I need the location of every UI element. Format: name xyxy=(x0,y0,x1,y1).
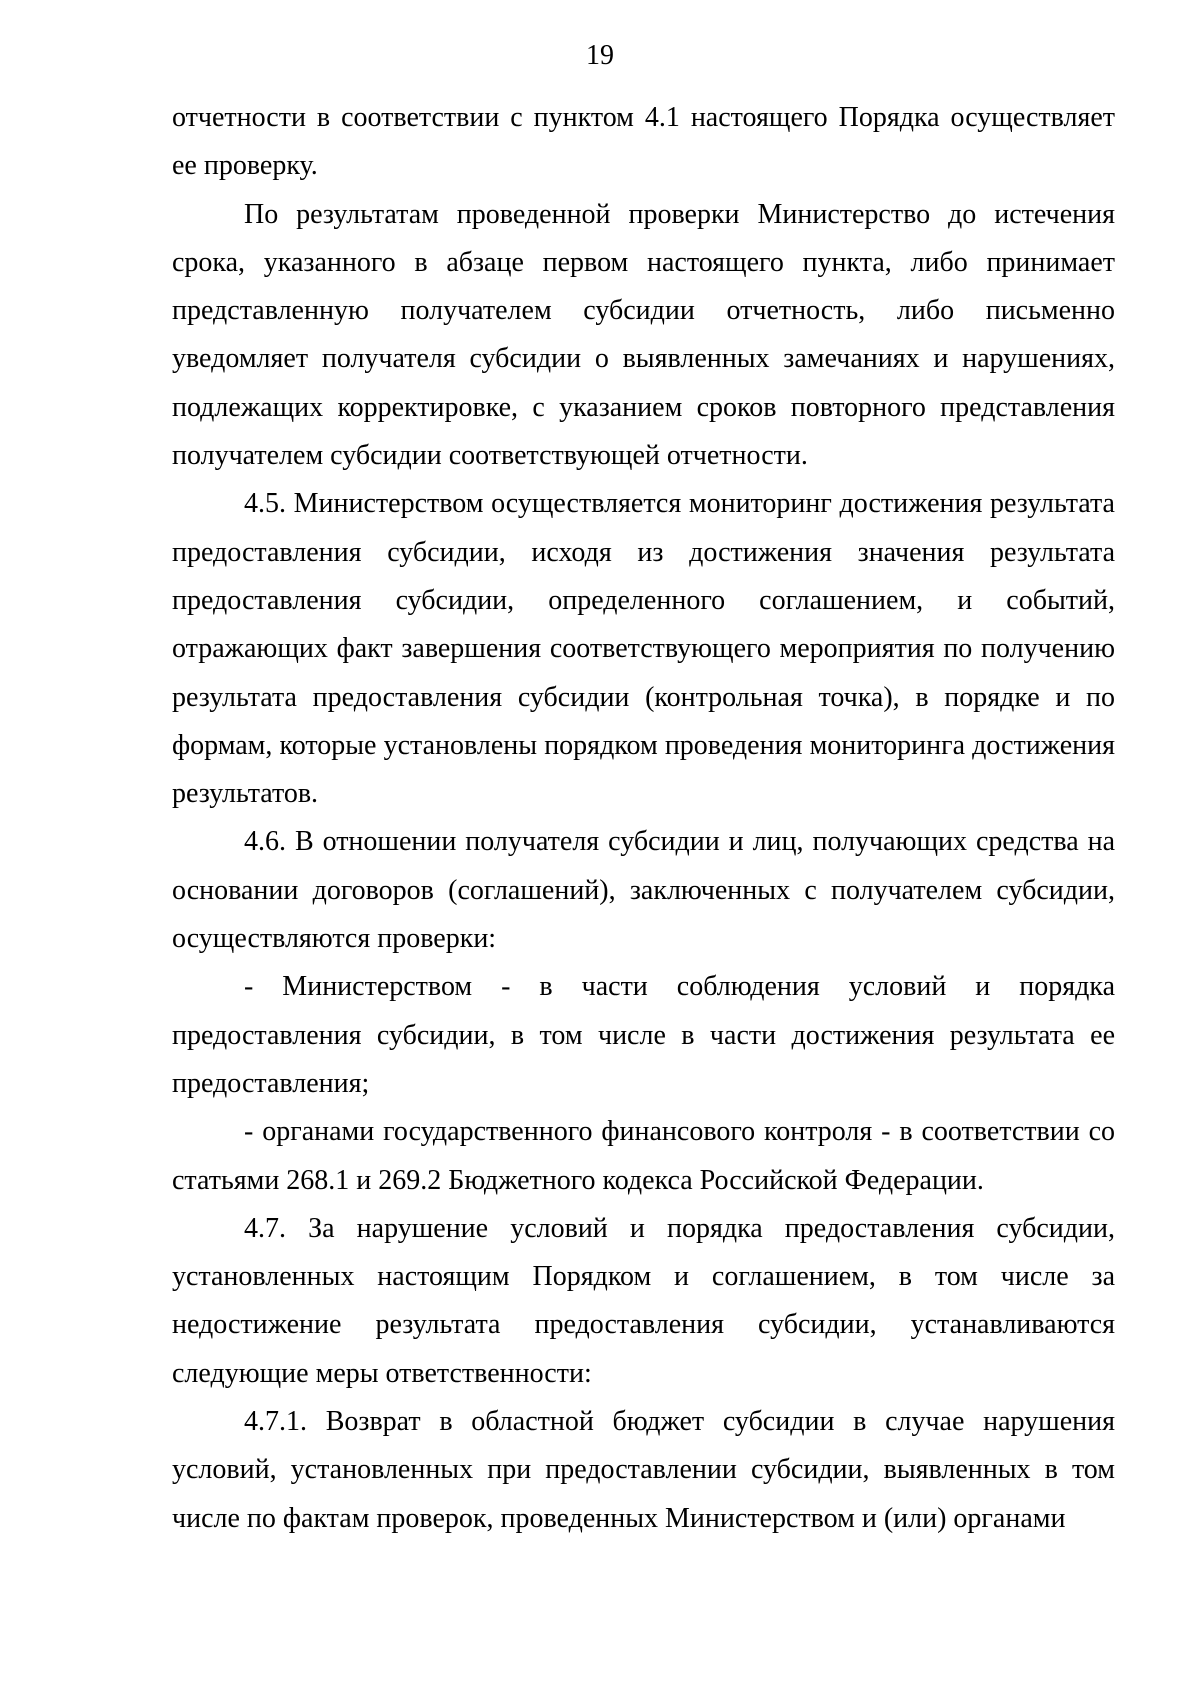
paragraph-4-7-1: 4.7.1. Возврат в областной бюджет субсидии в случае нарушения условий, установленных при предоставлении субсидии, выявленных в том числе по фактам проверок, проведенных Министерством и (или) органами xyxy=(172,1406,1115,1534)
document-body xyxy=(172,94,1115,1543)
paragraph-4-7: 4.7. За нарушение условий и порядка предоставления субсидии, установленных настоящим Порядком и соглашением, в том числе за недостижение результата предоставления субсидии, устанавливаются следующие меры ответственности: xyxy=(172,1212,1115,1389)
paragraph-review-results: По результатам проведенной проверки Министерство до истечения срока, указанного в абзаце первом настоящего пункта, либо принимает представленную получателем субсидии отчетность, либо письменно уведомляет получателя субсидии о выявленных замечаниях и нарушениях, подлежащих корректировке, с указанием сроков повторного представления получателем субсидии соответствующей отчетности. xyxy=(172,198,1115,472)
page-number: 19 xyxy=(586,40,614,71)
paragraph-4-5: 4.5. Министерством осуществляется мониторинг достижения результата предоставления субсидии, исходя из достижения значения результата предоставления субсидии, определенного соглашением, и событий, отражающих факт завершения соответствующего мероприятия по получению результата предоставления субсидии (контрольная точка), в порядке и по формам, которые установлены порядком проведения мониторинга достижения результатов. xyxy=(172,488,1115,810)
paragraph-financial-control-checks: - органами государственного финансового контроля - в соответствии со статьями 268.1 и 269.2 Бюджетного кодекса Российской Федерации. xyxy=(172,1116,1115,1196)
paragraph-ministry-checks: - Министерством - в части соблюдения условий и порядка предоставления субсидии, в том числе в части достижения результата ее предоставления; xyxy=(172,971,1115,1099)
paragraph-4-6: 4.6. В отношении получателя субсидии и лиц, получающих средства на основании договоров (соглашений), заключенных с получателем субсидии, осуществляются проверки: xyxy=(172,826,1115,955)
paragraph-continuation: отчетности в соответствии с пунктом 4.1 настоящего Порядка осуществляет ее проверку. xyxy=(172,102,1115,182)
